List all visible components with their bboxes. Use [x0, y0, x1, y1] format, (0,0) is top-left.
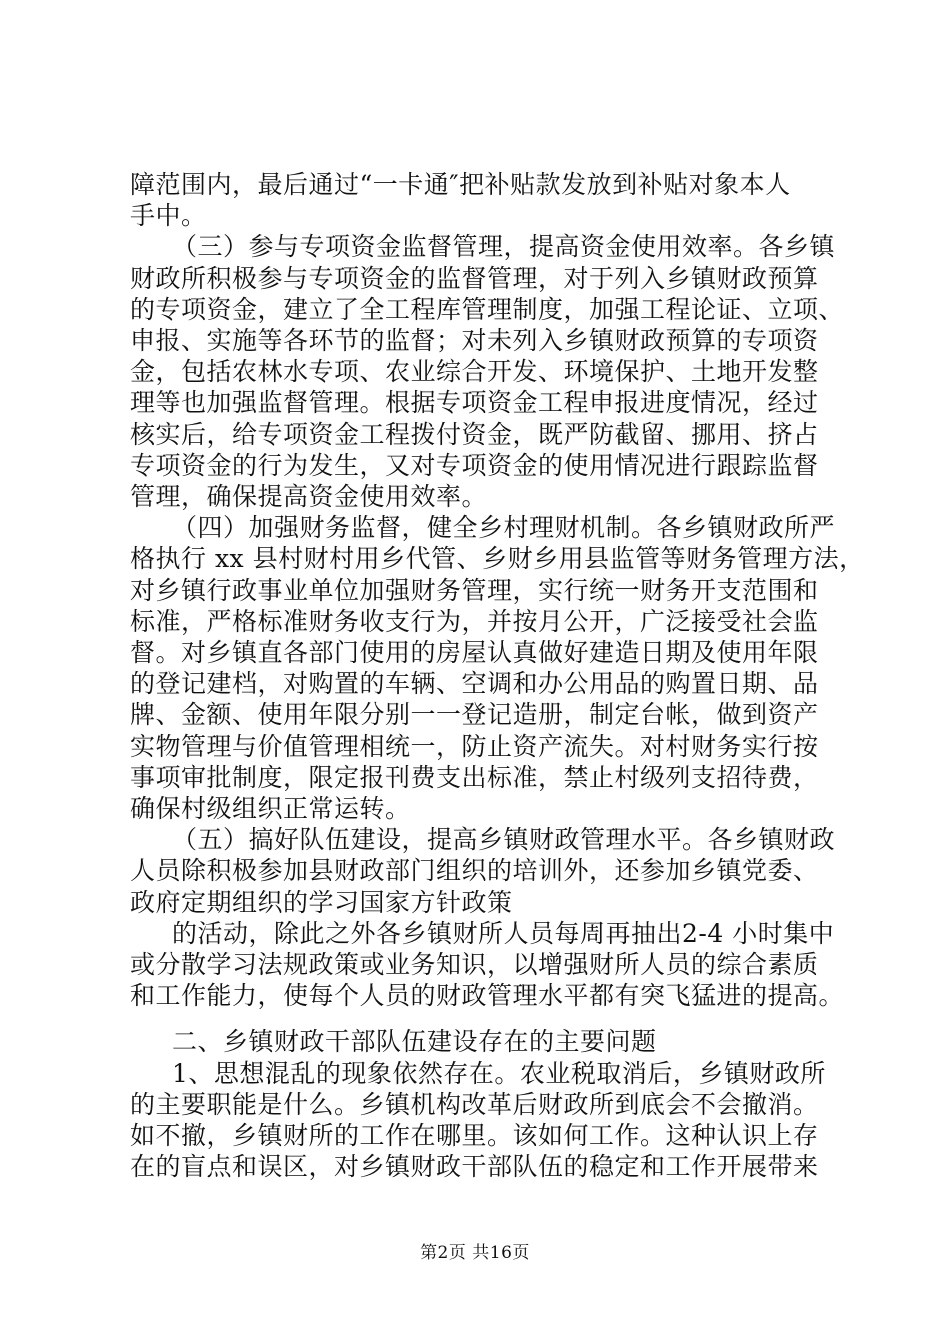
text-line: 事项审批制度，限定报刊费支出标准，禁止村级列支招待费，: [130, 763, 819, 792]
text-line: 的登记建档，对购置的车辆、空调和办公用品的购置日期、品: [130, 669, 819, 698]
text-line: 手中。: [130, 201, 207, 230]
text-line: 对乡镇行政事业单位加强财务管理，实行统一财务开支范围和: [130, 576, 819, 605]
text-line: 财政所积极参与专项资金的监督管理，对于列入乡镇财政预算: [130, 264, 819, 293]
text-line: 牌、金额、使用年限分别一一登记造册，制定台帐，做到资产: [130, 700, 819, 729]
text-line: 确保村级组织正常运转。: [130, 794, 411, 823]
text-line: 人员除积极参加县财政部门组织的培训外，还参加乡镇党委、: [130, 856, 819, 885]
paragraph-heading-line: （五）搞好队伍建设，提高乡镇财政管理水平。各乡镇财政: [172, 825, 836, 854]
text-line: 格执行 xx 县村财村用乡代管、乡财乡用县监管等财务管理方法，: [130, 544, 865, 573]
text-line: 在的盲点和误区，对乡镇财政干部队伍的稳定和工作开展带来: [130, 1152, 819, 1181]
page-footer: 第2页 共16页: [420, 1243, 530, 1263]
text-line: 如不撤，乡镇财所的工作在哪里。该如何工作。这种认识上存: [130, 1121, 819, 1150]
text-line: 的主要职能是什么。乡镇机构改革后财政所到底会不会撤消。: [130, 1090, 819, 1119]
text-line: 专项资金的行为发生，又对专项资金的使用情况进行跟踪监督: [130, 451, 819, 480]
text-line: 督。对乡镇直各部门使用的房屋认真做好建造日期及使用年限: [130, 638, 819, 667]
text-line: 标准，严格标准财务收支行为，并按月公开，广泛接受社会监: [130, 607, 819, 636]
text-line: 障范围内，最后通过“一卡通″把补贴款发放到补贴对象本人: [130, 170, 791, 199]
text-line: 理等也加强监督管理。根据专项资金工程申报进度情况，经过: [130, 388, 819, 417]
text-line: 实物管理与价值管理相统一，防止资产流失。对村财务实行按: [130, 732, 819, 761]
text-line: 金，包括农林水专项、农业综合开发、环境保护、土地开发整: [130, 357, 819, 386]
text-line: 的活动，除此之外各乡镇财所人员每周再抽出2-4 小时集中: [172, 919, 835, 948]
paragraph-heading-line: （三）参与专项资金监督管理，提高资金使用效率。各乡镇: [172, 232, 836, 261]
section-heading: 二、乡镇财政干部队伍建设存在的主要问题: [172, 1027, 657, 1056]
text-line: 政府定期组织的学习国家方针政策: [130, 888, 513, 917]
paragraph-heading-line: （四）加强财务监督，健全乡村理财机制。各乡镇财政所严: [172, 513, 836, 542]
text-line: 的专项资金，建立了全工程库管理制度，加强工程论证、立项、: [130, 295, 845, 324]
text-line: 或分散学习法规政策或业务知识，以增强财所人员的综合素质: [130, 950, 819, 979]
text-line: 核实后，给专项资金工程拨付资金，既严防截留、挪用、挤占: [130, 420, 819, 449]
text-line: 管理，确保提高资金使用效率。: [130, 482, 488, 511]
text-line: 申报、实施等各环节的监督；对未列入乡镇财政预算的专项资: [130, 326, 819, 355]
text-line: 和工作能力，使每个人员的财政管理水平都有突飞猛进的提高。: [130, 981, 845, 1010]
paragraph-heading-line: 1、思想混乱的现象依然存在。农业税取消后，乡镇财政所: [172, 1059, 826, 1088]
